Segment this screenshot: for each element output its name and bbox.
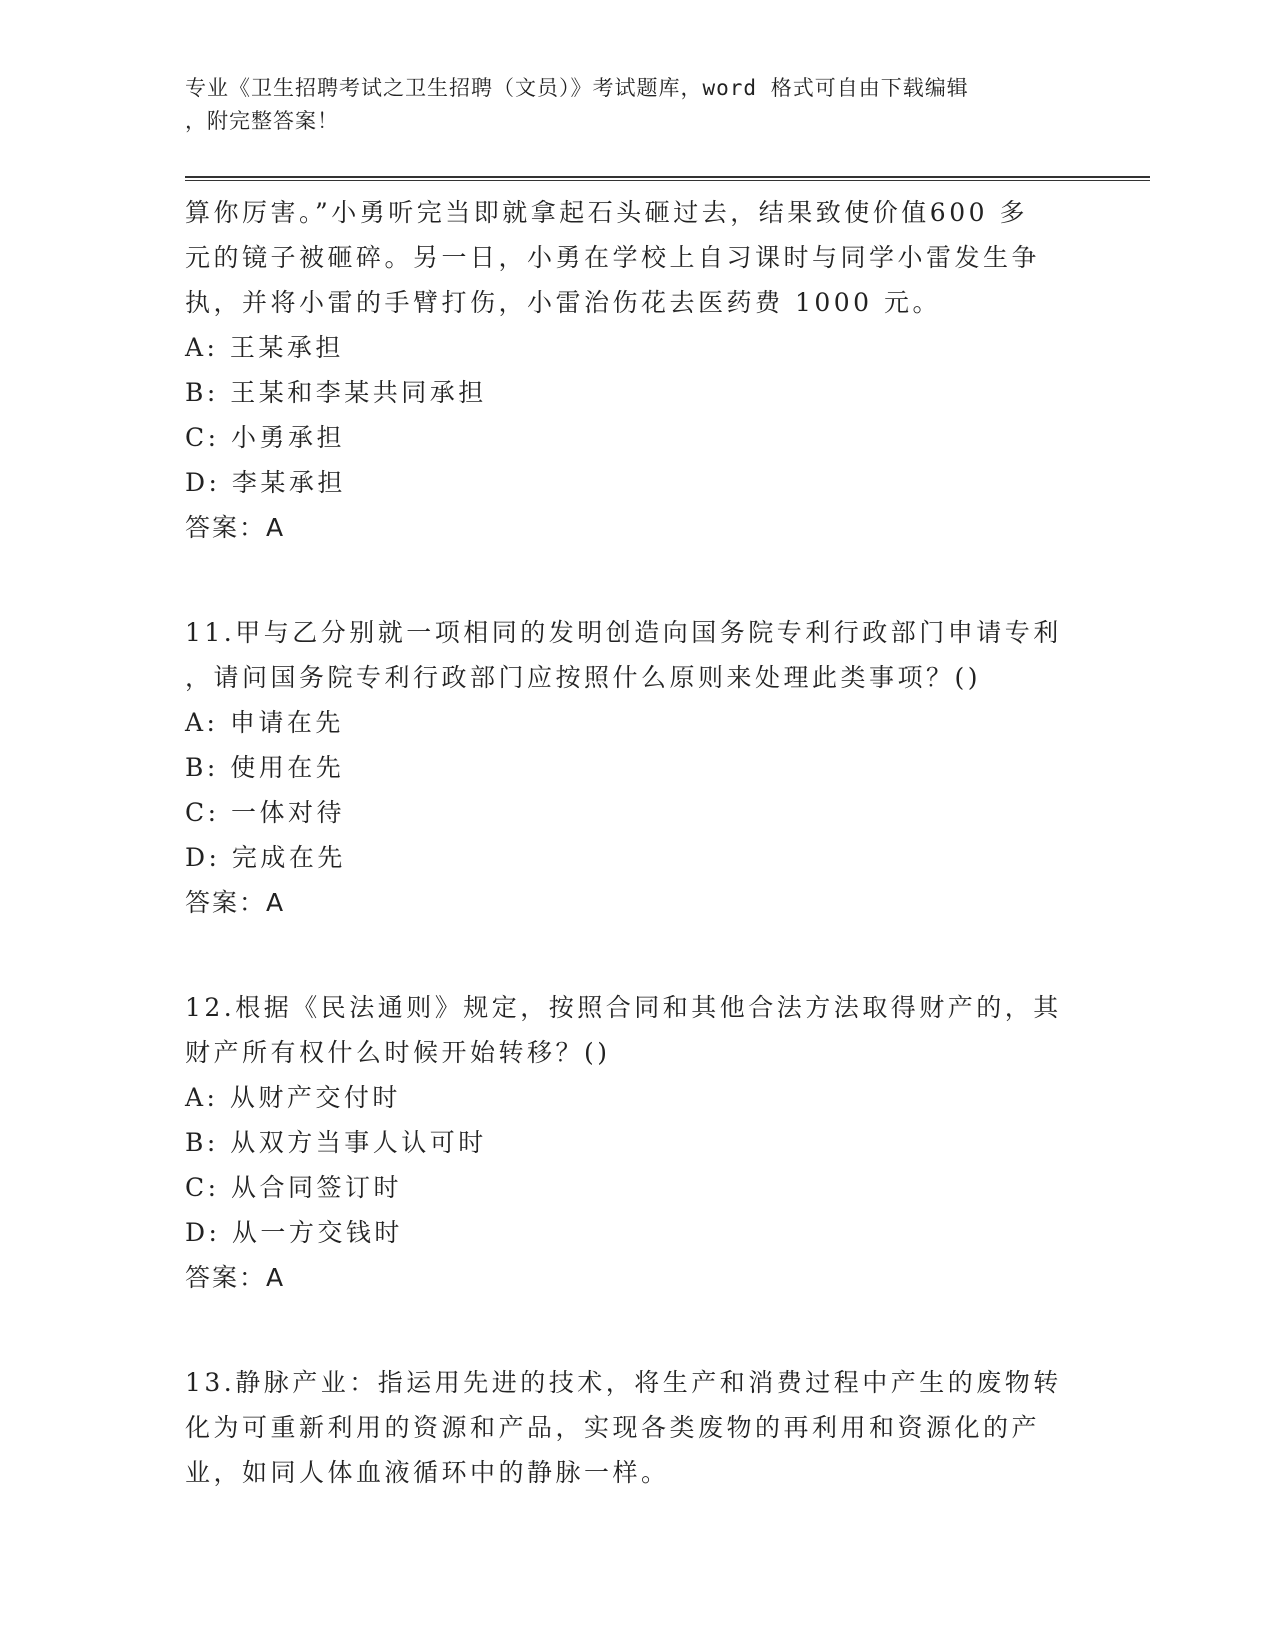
option-c: C: 一体对待 xyxy=(185,798,345,827)
question-text-line: ，请问国务院专利行政部门应按照什么原则来处理此类事项？() xyxy=(185,663,982,692)
header-line-1: 专业《卫生招聘考试之卫生招聘（文员）》考试题库，word 格式可自由下载编辑 xyxy=(185,76,969,100)
option-d: D: 李某承担 xyxy=(185,468,346,497)
question-text-line: 12.根据《民法通则》规定，按照合同和其他合法方法取得财产的，其 xyxy=(185,993,1062,1022)
answer-line: 答案：A xyxy=(185,513,286,542)
option-a: A: 王某承担 xyxy=(185,333,344,362)
question-text-line: 财产所有权什么时候开始转移？() xyxy=(185,1038,611,1067)
option-d: D: 从一方交钱时 xyxy=(185,1218,403,1247)
answer-line: 答案：A xyxy=(185,1263,286,1292)
document-body xyxy=(185,190,1075,1495)
question-fragment xyxy=(185,190,1075,550)
question-text-line: 化为可重新利用的资源和产品，实现各类废物的再利用和资源化的产 xyxy=(185,1413,1041,1442)
question-12 xyxy=(185,985,1075,1300)
document-header xyxy=(185,72,1065,138)
question-text-line: 11.甲与乙分别就一项相同的发明创造向国务院专利行政部门申请专利 xyxy=(185,618,1062,647)
header-divider xyxy=(185,176,1150,181)
option-c: C: 小勇承担 xyxy=(185,423,345,452)
question-11 xyxy=(185,610,1075,925)
question-text-line: 执，并将小雷的手臂打伤，小雷治伤花去医药费 1000 元。 xyxy=(185,288,942,317)
question-text-line: 元的镜子被砸碎。另一日，小勇在学校上自习课时与同学小雷发生争 xyxy=(185,243,1041,272)
option-b: B: 使用在先 xyxy=(185,753,345,782)
option-b: B: 王某和李某共同承担 xyxy=(185,378,487,407)
option-c: C: 从合同签订时 xyxy=(185,1173,402,1202)
question-text-line: 业，如同人体血液循环中的静脉一样。 xyxy=(185,1458,670,1487)
option-a: A: 从财产交付时 xyxy=(185,1083,401,1112)
question-text-line: 算你厉害。”小勇听完当即就拿起石头砸过去，结果致使价值600 多 xyxy=(185,198,1028,227)
answer-line: 答案：A xyxy=(185,888,286,917)
question-text-line: 13.静脉产业：指运用先进的技术，将生产和消费过程中产生的废物转 xyxy=(185,1368,1062,1397)
question-13 xyxy=(185,1360,1075,1495)
option-b: B: 从双方当事人认可时 xyxy=(185,1128,487,1157)
option-a: A: 申请在先 xyxy=(185,708,344,737)
header-line-2: ，附完整答案！ xyxy=(185,109,339,133)
option-d: D: 完成在先 xyxy=(185,843,346,872)
